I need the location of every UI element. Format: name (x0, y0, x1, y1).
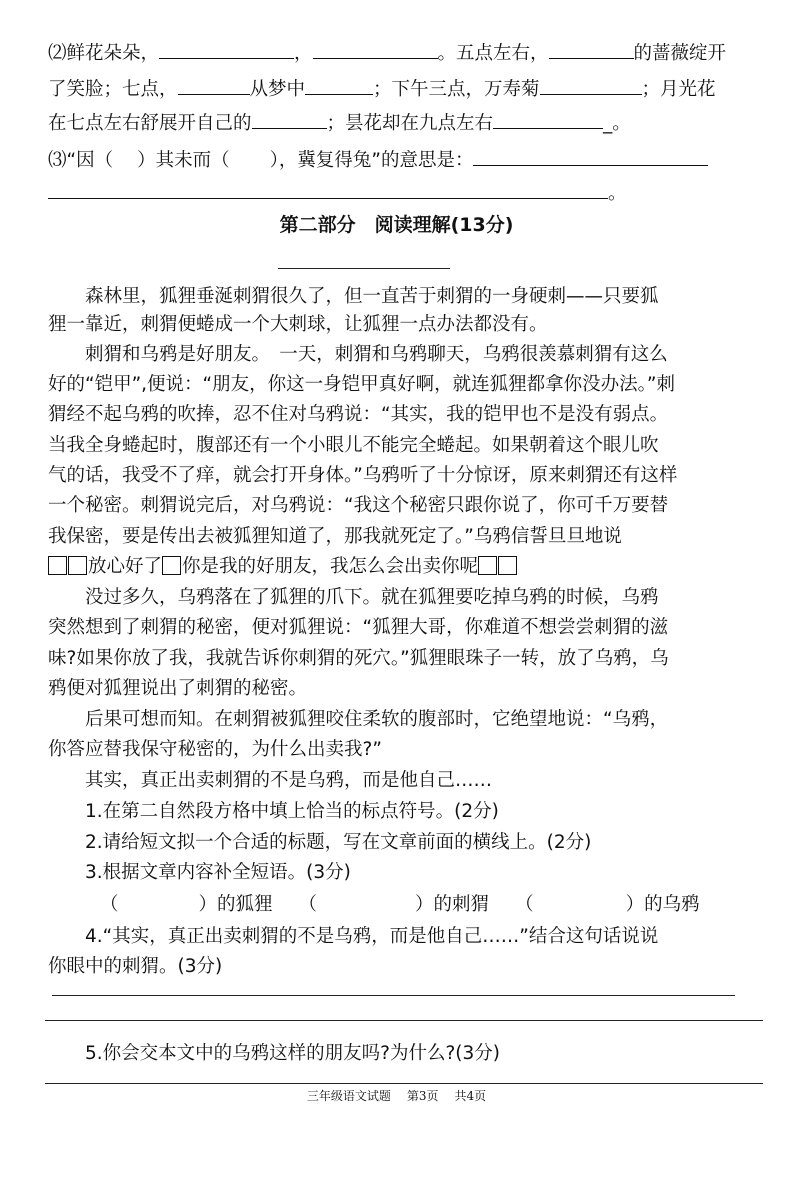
phrase-hedgehog[interactable]: （ ）的刺猬 (298, 894, 490, 915)
fill-line-2: 了笑脸；七点， 从梦中 ；下午三点，万寿菊 ；月光花 (48, 74, 763, 104)
punctuation-box[interactable] (48, 556, 67, 575)
phrase-fox[interactable]: （ ）的狐狸 (100, 894, 273, 915)
fill-line-4: ⑶“因（ ）其未而（ ），冀复得兔”的意思是： (48, 145, 763, 175)
story-line: 突然想到了刺猬的秘密，便对狐狸说：“狐狸大哥，你难道不想尝尝刺猬的滋 (48, 617, 669, 638)
punctuation-box[interactable] (498, 556, 517, 575)
punctuation-box[interactable] (162, 556, 181, 575)
footer-page: 第3页 (406, 1089, 439, 1103)
page-footer (0, 1087, 793, 1104)
answer-line[interactable] (45, 1083, 763, 1084)
answer-blank[interactable] (178, 74, 250, 95)
answer-blank[interactable] (48, 178, 608, 199)
story-line: 后果可想而知。在刺猬被狐狸咬住柔软的腹部时，它绝望地说：“乌鸦， (85, 709, 669, 730)
answer-blank[interactable] (159, 38, 294, 59)
story-line: 刺猬和乌鸦是好朋友。 一天，刺猬和乌鸦聊天，乌鸦很羡慕刺猬有这么 (85, 344, 668, 365)
answer-blank[interactable] (473, 145, 708, 166)
fill-line-1: ⑵鲜花朵朵， ， 。五点左右， 的蔷薇绽开 (48, 38, 763, 68)
answer-blank[interactable] (493, 108, 603, 129)
fill-line-5: 。 (48, 178, 763, 208)
story-line-boxes: 放心好了 你是我的好朋友，我怎么会出卖你呢 (48, 553, 763, 581)
question-5: 5.你会交本文中的乌鸦这样的朋友吗?为什么?(3分) (85, 1043, 500, 1064)
fill-line-3: 在七点左右舒展开自己的 ；昙花却在九点左右 _。 (48, 108, 763, 138)
question-3-phrases (100, 891, 763, 919)
answer-blank[interactable] (549, 38, 634, 59)
question-4: 4.“其实，真正出卖刺猬的不是乌鸦，而是他自己……”结合这句话说说 (85, 926, 659, 947)
section-title: 第二部分 阅读理解(13分) (279, 214, 514, 236)
phrase-crow[interactable]: （ ）的乌鸦 (515, 894, 700, 915)
question-2: 2.请给短文拟一个合适的标题，写在文章前面的横线上。(2分) (85, 832, 592, 853)
story-line: 一个秘密。刺猬说完后，对乌鸦说：“我这个秘密只跟你说了，你可千万要替 (48, 495, 669, 516)
story-line: 味?如果你放了我，我就告诉你刺猬的死穴。”狐狸眼珠子一转，放了乌鸦，乌 (48, 648, 669, 669)
answer-blank[interactable] (252, 108, 327, 129)
question-3: 3.根据文章内容补全短语。(3分) (85, 862, 351, 883)
story-line: 气的话，我受不了痒，就会打开身体。”乌鸦听了十分惊讶，原来刺猬还有这样 (48, 465, 678, 486)
answer-blank[interactable] (305, 74, 373, 95)
story-line: 我保密，要是传出去被狐狸知道了，那我就死定了。”乌鸦信誓旦旦地说 (48, 526, 622, 547)
story-line: 狸一靠近，刺猬便蜷成一个大刺球，让狐狸一点办法都没有。 (48, 314, 548, 335)
story-line: 森林里，狐狸垂涎刺猬很久了，但一直苦于刺猬的一身硬刺——只要狐 (85, 286, 659, 307)
answer-line[interactable] (45, 1020, 763, 1021)
punctuation-box[interactable] (68, 556, 87, 575)
story-title-blank[interactable] (278, 268, 450, 269)
story-line: 其实，真正出卖刺猬的不是乌鸦，而是他自己…… (85, 770, 493, 791)
footer-subject: 三年级语文试题 (306, 1089, 391, 1103)
story-line: 猬经不起乌鸦的吹捧，忍不住对乌鸦说：“其实，我的铠甲也不是没有弱点。 (48, 404, 669, 425)
question-4-cont: 你眼中的刺猬。(3分) (48, 956, 223, 977)
story-line: 鸦便对狐狸说出了刺猬的秘密。 (48, 678, 308, 699)
footer-total: 共4页 (454, 1089, 487, 1103)
story-line: 好的“铠甲”,便说：“朋友，你这一身铠甲真好啊，就连狐狸都拿你没办法。”刺 (48, 374, 675, 395)
story-line: 没过多久，乌鸦落在了狐狸的爪下。就在狐狸要吃掉乌鸦的时候，乌鸦 (85, 587, 659, 608)
answer-line[interactable] (52, 995, 735, 996)
answer-blank[interactable] (313, 38, 438, 59)
question-1: 1.在第二自然段方格中填上恰当的标点符号。(2分) (85, 801, 499, 822)
answer-blank[interactable] (540, 74, 642, 95)
punctuation-box[interactable] (478, 556, 497, 575)
story-line: 你答应替我保守秘密的，为什么出卖我?” (48, 739, 382, 760)
story-line: 当我全身蜷起时，腹部还有一个小眼儿不能完全蜷起。如果朝着这个眼儿吹 (48, 435, 659, 456)
